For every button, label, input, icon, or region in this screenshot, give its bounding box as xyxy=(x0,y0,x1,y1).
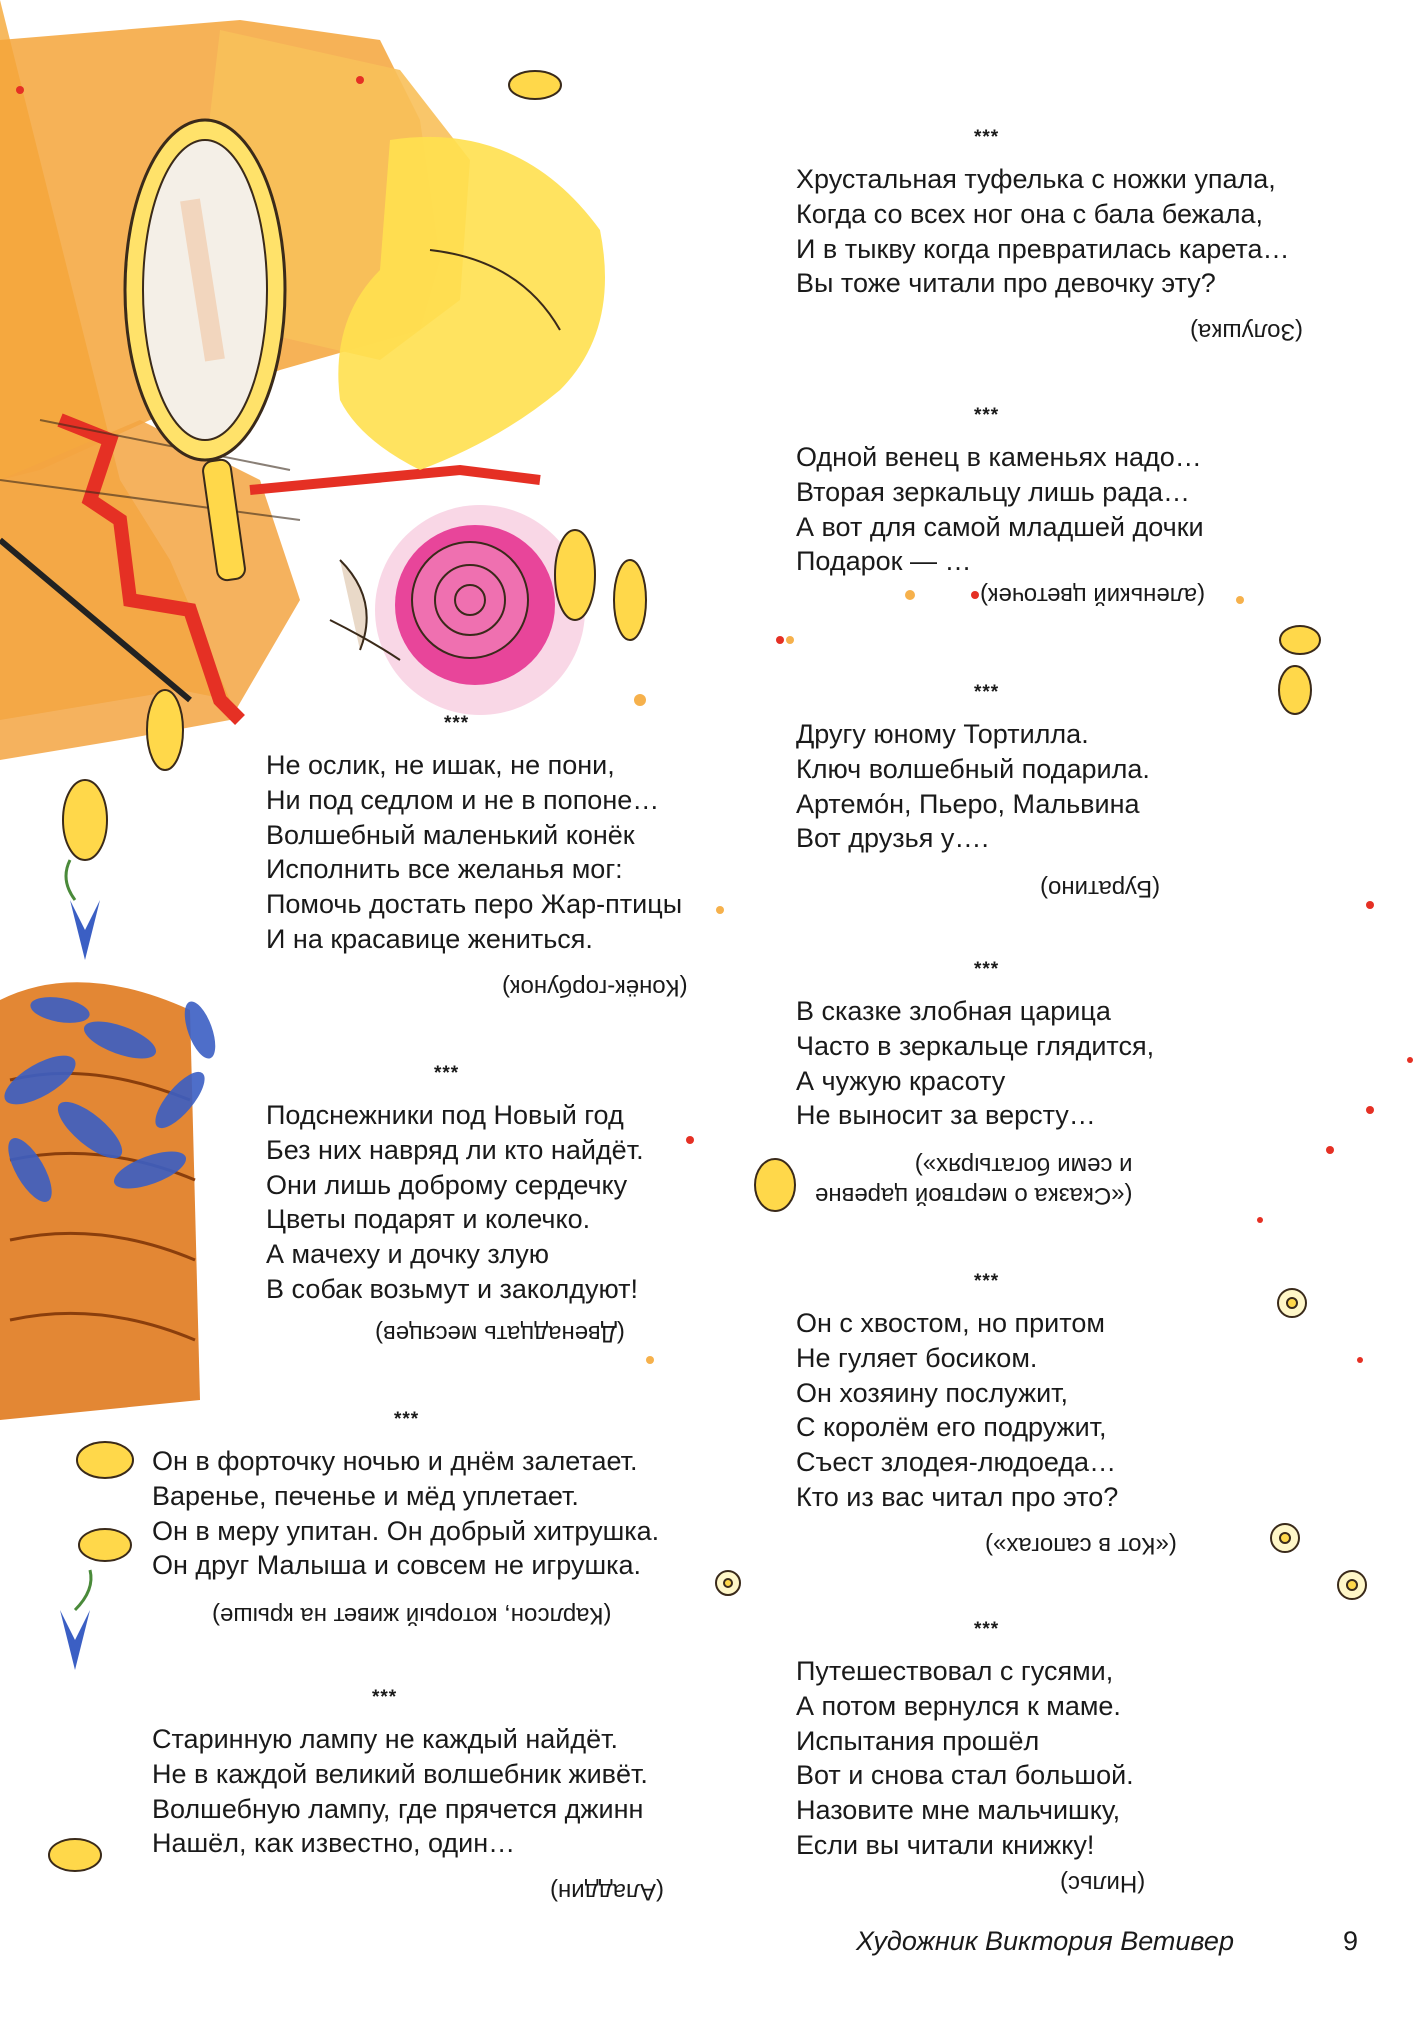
poem-line: Испытания прошёл xyxy=(796,1725,1040,1756)
riddle-aladdin xyxy=(152,1688,648,1861)
poem-line: В сказке злобная царица xyxy=(796,996,1111,1026)
page-number: 9 xyxy=(1343,1926,1359,1956)
riddle-cinderella xyxy=(796,128,1290,301)
poem-line: Одной венец в каменьях надо… xyxy=(796,442,1202,472)
poem-line: Часто в зеркальце глядится, xyxy=(796,1030,1155,1061)
poem-line: С королём его подружит, xyxy=(796,1412,1107,1443)
poem-line: Он друг Малыша и совсем не игрушка. xyxy=(152,1550,642,1581)
riddle-buratino xyxy=(796,683,1150,856)
poem-line: Исполнить все желанья мог: xyxy=(266,854,623,885)
poem-line: В собак возьмут и заколдуют! xyxy=(266,1273,638,1304)
poem-separator: *** xyxy=(974,1619,1000,1640)
poem-line: Цветы подарят и колечко. xyxy=(266,1204,591,1235)
poem-line: Артемо́н, Пьеро, Мальвина xyxy=(796,788,1140,819)
poem-line: Помочь достать перо Жар-птицы xyxy=(266,889,683,920)
riddle-answer-upside-down: («Сказка о мертвой царевне и семи богатырях») xyxy=(815,1152,1133,1209)
poem-line: Не гуляет босиком. xyxy=(796,1342,1038,1373)
riddle-answer-upside-down: (Аладдин) xyxy=(550,1878,665,1905)
riddle-answer-upside-down: («Кот в сапогах») xyxy=(985,1532,1177,1559)
riddle-answer-upside-down: (Карлсон, который живет на крыше) xyxy=(212,1602,612,1629)
poem-line: И в тыкву когда превратилась карета… xyxy=(796,233,1290,264)
flower-basket-icon xyxy=(0,982,222,1420)
riddle-puss-in-boots xyxy=(796,1272,1118,1515)
riddle-answer-upside-down: (Нильс) xyxy=(1060,1870,1146,1897)
pink-rose-icon xyxy=(330,505,585,715)
poem-separator: *** xyxy=(434,1063,460,1084)
poem-line: Назовите мне мальчишку, xyxy=(796,1795,1121,1826)
poem-line: А потом вернулся к маме. xyxy=(796,1690,1121,1721)
artist-credit: Художник Виктория Ветивер xyxy=(856,1926,1234,1956)
poem-line: Если вы читали книжку! xyxy=(796,1829,1095,1860)
poem-line: Вторая зеркальцу лишь рада… xyxy=(796,476,1191,507)
poem-line: Не ослик, не ишак, не пони, xyxy=(266,750,615,780)
riddle-humpbacked-horse xyxy=(266,714,682,957)
poem-line: Он в меру упитан. Он добрый хитрушка. xyxy=(152,1515,660,1546)
poem-line: Ни под седлом и не в попоне… xyxy=(266,784,660,815)
poem-separator: *** xyxy=(394,1409,420,1430)
poem-line: Нашёл, как известно, один… xyxy=(152,1828,516,1859)
poem-line: А вот для самой младшей дочки xyxy=(796,511,1204,542)
riddle-twelve-months xyxy=(266,1064,644,1307)
poem-line: Кто из вас читал про это? xyxy=(796,1481,1119,1512)
poem-line: Он в форточку ночью и днём залетает. xyxy=(152,1446,638,1476)
riddle-answer-upside-down: (Золушка) xyxy=(1190,318,1303,345)
poem-line: Съест злодея-людоеда… xyxy=(796,1447,1117,1478)
poem-separator: *** xyxy=(974,682,1000,703)
poem-line: Волшебную лампу, где прячется джинн xyxy=(152,1793,644,1824)
poem-separator: *** xyxy=(974,1271,1000,1292)
riddle-dead-princess xyxy=(796,960,1154,1133)
poem-separator: *** xyxy=(372,1687,398,1708)
poem-line: Старинную лампу не каждый найдёт. xyxy=(152,1724,619,1754)
poem-line: А мачеху и дочку злую xyxy=(266,1239,550,1270)
riddle-answer-upside-down: (Буратино) xyxy=(1040,875,1161,902)
riddle-answer-upside-down: (Конёк-горбунок) xyxy=(502,974,688,1001)
poem-line: Без них навряд ли кто найдёт. xyxy=(266,1134,644,1165)
riddle-scarlet-flower xyxy=(796,406,1204,579)
poem-line: Волшебный маленький конёк xyxy=(266,819,635,850)
poem-line: Когда со всех ног она с бала бежала, xyxy=(796,198,1264,229)
riddle-answer-upside-down: (аленький цветочек) xyxy=(980,582,1206,609)
poem-line: А чужую красоту xyxy=(796,1065,1006,1096)
poem-line: Другу юному Тортилла. xyxy=(796,719,1089,749)
poem-line: Они лишь доброму сердечку xyxy=(266,1169,628,1200)
poem-line: Вы тоже читали про девочку эту? xyxy=(796,268,1216,299)
poem-line: Вот друзья у…. xyxy=(796,823,989,854)
poem-line: Ключ волшебный подарила. xyxy=(796,753,1150,784)
poem-line: Хрустальная туфелька с ножки упала, xyxy=(796,164,1276,194)
poem-line: Он хозяину послужит, xyxy=(796,1377,1069,1408)
riddle-nils xyxy=(796,1620,1134,1863)
poem-line: Не выносит за версту… xyxy=(796,1100,1096,1131)
poem-line: Варенье, печенье и мёд уплетает. xyxy=(152,1480,579,1511)
poem-line: Он с хвостом, но притом xyxy=(796,1308,1105,1338)
poem-separator: *** xyxy=(444,713,470,734)
poem-line: И на красавице жениться. xyxy=(266,923,593,954)
poem-line: Подарок — … xyxy=(796,546,972,577)
poem-separator: *** xyxy=(974,405,1000,426)
poem-line: Не в каждой великий волшебник живёт. xyxy=(152,1758,648,1789)
poem-line: Путешествовал с гусями, xyxy=(796,1656,1114,1686)
poem-separator: *** xyxy=(974,127,1000,148)
poem-line: Вот и снова стал большой. xyxy=(796,1760,1134,1791)
riddle-karlsson xyxy=(152,1410,659,1583)
riddle-answer-upside-down: (Двенадцать месяцев) xyxy=(375,1320,625,1347)
poem-separator: *** xyxy=(974,959,1000,980)
poem-line: Подснежники под Новый год xyxy=(266,1100,624,1130)
